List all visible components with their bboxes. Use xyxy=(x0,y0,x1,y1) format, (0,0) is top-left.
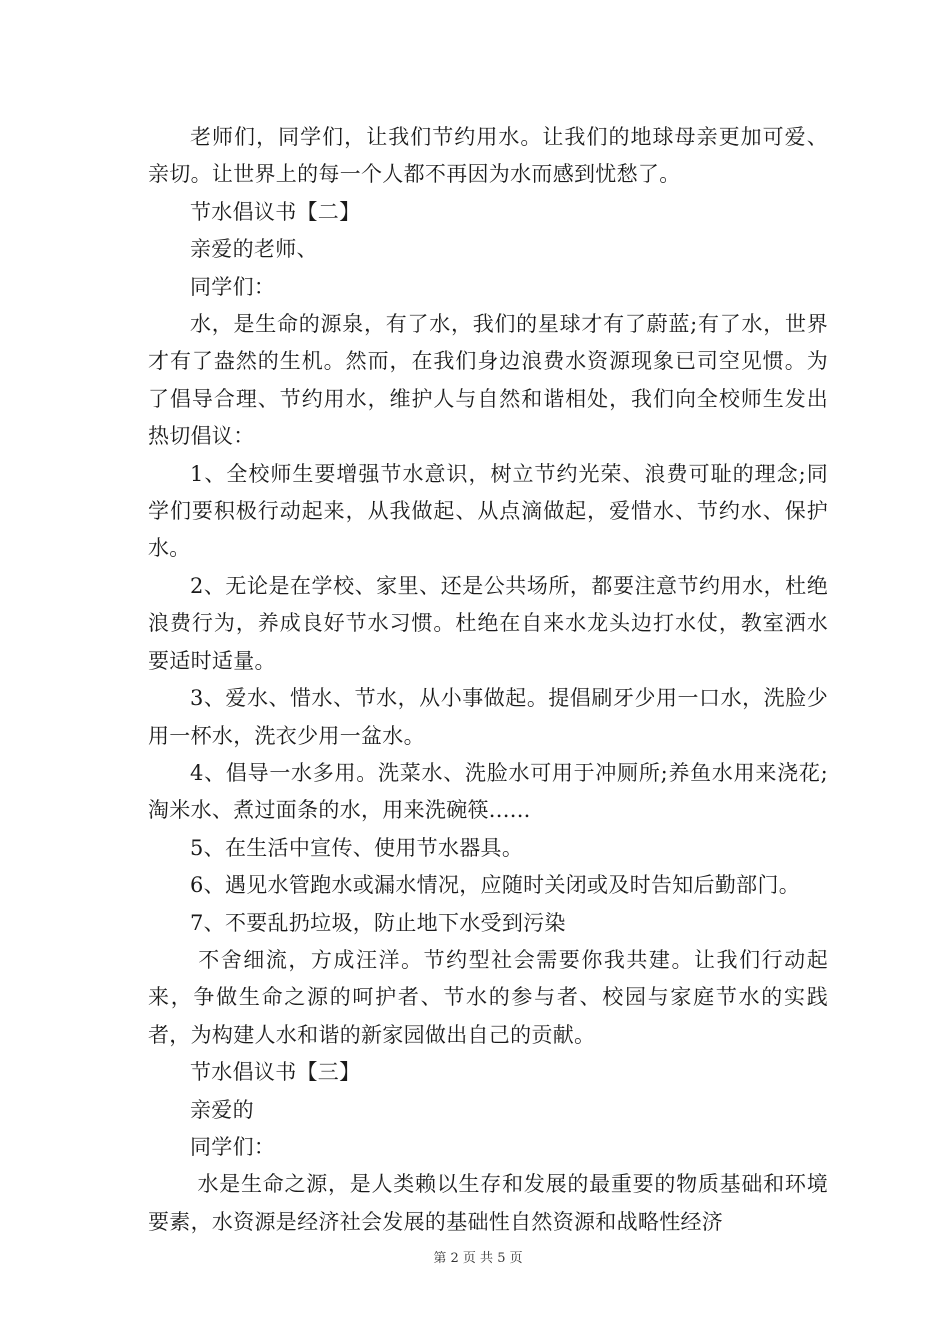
salutation-teachers: 亲爱的老师、 xyxy=(190,237,318,262)
section-heading-3: 节水倡议书【三】 xyxy=(190,1060,361,1085)
proposal-item-5: 5、在生活中宣传、使用节水器具。 xyxy=(190,835,524,860)
paragraph-intro: 水，是生命的源泉，有了水，我们的星球才有了蔚蓝;有了水，世界才有了盎然的生机。然而，在我们身边浪费水资源现象已司空见惯。为了倡导合理、节约用水，维护人与自然和谐相处，我们向全校师生发出热切倡议： xyxy=(148,312,828,449)
proposal-item-1: 1、全校师生要增强节水意识，树立节约光荣、浪费可耻的理念;同学们要积极行动起来，从我做起、从点滴做起，爱惜水、节约水、保护水。 xyxy=(148,461,828,561)
salutation-students: 同学们： xyxy=(190,274,276,299)
section-heading-2: 节水倡议书【二】 xyxy=(190,199,361,224)
proposal-item-6: 6、遇见水管跑水或漏水情况，应随时关闭或及时告知后勤部门。 xyxy=(190,873,801,898)
page-number-footer: 第 2 页 共 5 页 xyxy=(433,1251,523,1266)
proposal-item-3: 3、爱水、惜水、节水，从小事做起。提倡刷牙少用一口水，洗脸少用一杯水，洗衣少用一盆水。 xyxy=(148,686,828,748)
paragraph-water-source: 水是生命之源，是人类赖以生存和发展的最重要的物质基础和环境要素，水资源是经济社会发展的基础性自然资源和战略性经济 xyxy=(148,1172,828,1234)
proposal-item-2: 2、无论是在学校、家里、还是公共场所，都要注意节约用水，杜绝浪费行为，养成良好节水习惯。杜绝在自来水龙头边打水仗，教室洒水要适时适量。 xyxy=(148,573,828,673)
document-body xyxy=(148,119,828,1241)
paragraph-closing-appeal: 老师们，同学们，让我们节约用水。让我们的地球母亲更加可爱、亲切。让世界上的每一个人都不再因为水而感到忧愁了。 xyxy=(148,125,828,187)
proposal-item-7: 7、不要乱扔垃圾，防止地下水受到污染 xyxy=(190,910,566,935)
salutation-dear: 亲爱的 xyxy=(190,1097,254,1122)
salutation-students-2: 同学们： xyxy=(190,1134,276,1159)
paragraph-conclusion: 不舍细流，方成汪洋。节约型社会需要你我共建。让我们行动起来，争做生命之源的呵护者、节水的参与者、校园与家庭节水的实践者，为构建人水和谐的新家园做出自己的贡献。 xyxy=(148,947,828,1047)
proposal-item-4: 4、倡导一水多用。洗菜水、洗脸水可用于冲厕所;养鱼水用来浇花;淘米水、煮过面条的水，用来洗碗筷...... xyxy=(148,760,828,823)
